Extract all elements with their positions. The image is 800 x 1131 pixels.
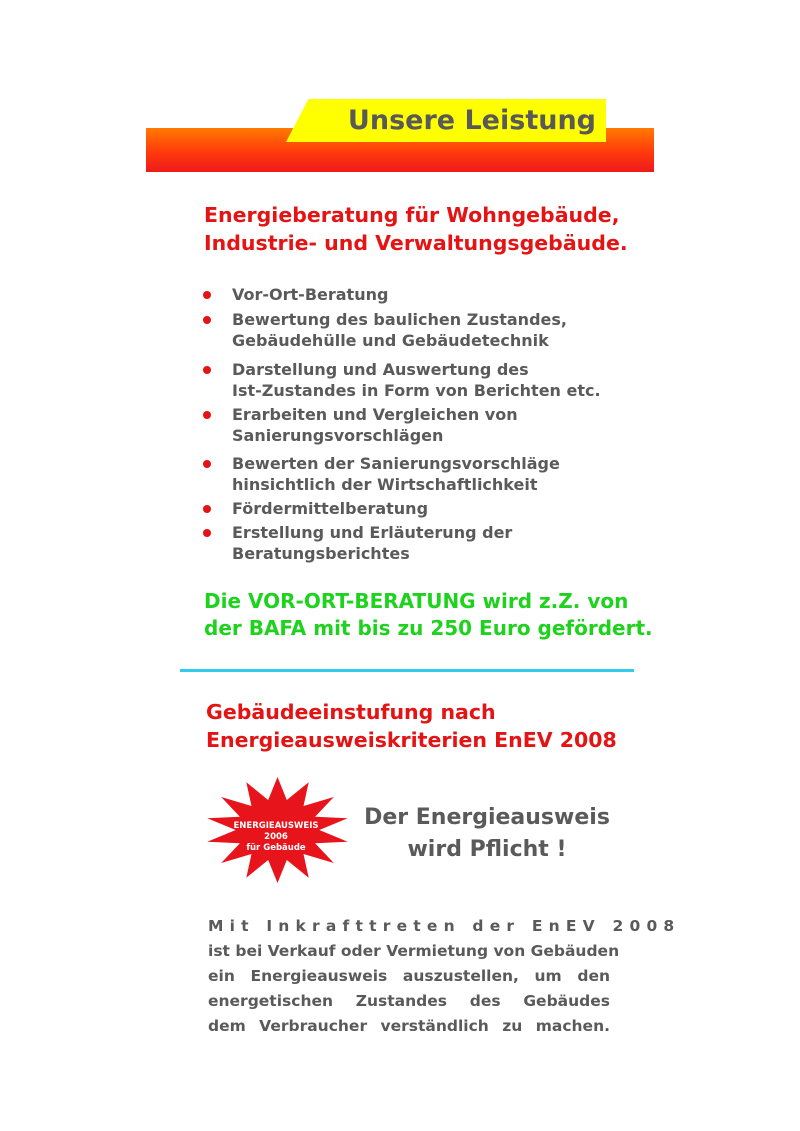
section1-heading-line: Industrie- und Verwaltungsgebäude.: [204, 231, 628, 255]
bullet-icon: [203, 505, 211, 513]
body-line: dem Verbraucher verständlich zu machen.: [208, 1017, 610, 1035]
section1-heading: [204, 201, 628, 257]
list-item-line: Gebäudehülle und Gebäudetechnik: [232, 331, 549, 350]
funding-note-line: der BAFA mit bis zu 250 Euro gefördert.: [204, 616, 653, 640]
body-paragraph: [208, 914, 681, 1039]
body-line: ist bei Verkauf oder Vermietung von Gebäuden: [208, 942, 620, 960]
bullet-icon: [203, 411, 211, 419]
list-item: [203, 498, 428, 519]
body-line: ein Energieausweis auszustellen, um den: [208, 967, 610, 985]
section2-heading-line: Energieausweiskriterien EnEV 2008: [206, 728, 617, 752]
list-item-line: Sanierungsvorschlägen: [232, 426, 444, 445]
badge-line: ENERGIEAUSWEIS: [233, 821, 319, 831]
list-item-line: Vor-Ort-Beratung: [232, 285, 389, 304]
list-item-line: Beratungsberichtes: [232, 544, 410, 563]
slogan-line: Der Energieausweis: [364, 805, 610, 830]
list-item-line: Ist-Zustandes in Form von Berichten etc.: [232, 381, 601, 400]
list-item: [203, 522, 512, 564]
bullet-icon: [203, 529, 211, 537]
section1-heading-line: Energieberatung für Wohngebäude,: [204, 203, 620, 227]
list-item-line: Darstellung und Auswertung des: [232, 360, 529, 379]
list-item: [203, 309, 567, 351]
badge-line: 2006: [264, 832, 288, 842]
slogan-line: wird Pflicht !: [407, 837, 567, 862]
list-item: [203, 404, 518, 446]
body-line: energetischen Zustandes des Gebäudes: [208, 992, 610, 1010]
slogan: [352, 802, 622, 866]
funding-note: [204, 588, 653, 642]
section2-heading: [206, 698, 617, 754]
funding-note-line: Die VOR-ORT-BERATUNG wird z.Z. von: [204, 589, 629, 613]
section2-heading-line: Gebäudeeinstufung nach: [206, 700, 496, 724]
list-item: [203, 284, 388, 305]
body-line: Mit Inkrafttreten der EnEV 2008: [208, 917, 681, 935]
bullet-icon: [203, 291, 211, 299]
list-item-line: Bewerten der Sanierungsvorschläge: [232, 454, 560, 473]
bullet-icon: [203, 460, 211, 468]
list-item: [203, 359, 601, 401]
section-divider: [180, 669, 634, 672]
badge-line: für Gebäude: [246, 843, 306, 853]
bullet-icon: [203, 366, 211, 374]
list-item-line: Erstellung und Erläuterung der: [232, 523, 513, 542]
list-item-line: Bewertung des baulichen Zustandes,: [232, 310, 567, 329]
badge-text: [226, 821, 326, 854]
list-item-line: Fördermittelberatung: [232, 499, 429, 518]
list-item: [203, 453, 560, 495]
list-item-line: hinsichtlich der Wirtschaftlichkeit: [232, 475, 538, 494]
page-title: Unsere Leistung: [347, 105, 596, 136]
list-item-line: Erarbeiten und Vergleichen von: [232, 405, 518, 424]
bullet-icon: [203, 316, 211, 324]
